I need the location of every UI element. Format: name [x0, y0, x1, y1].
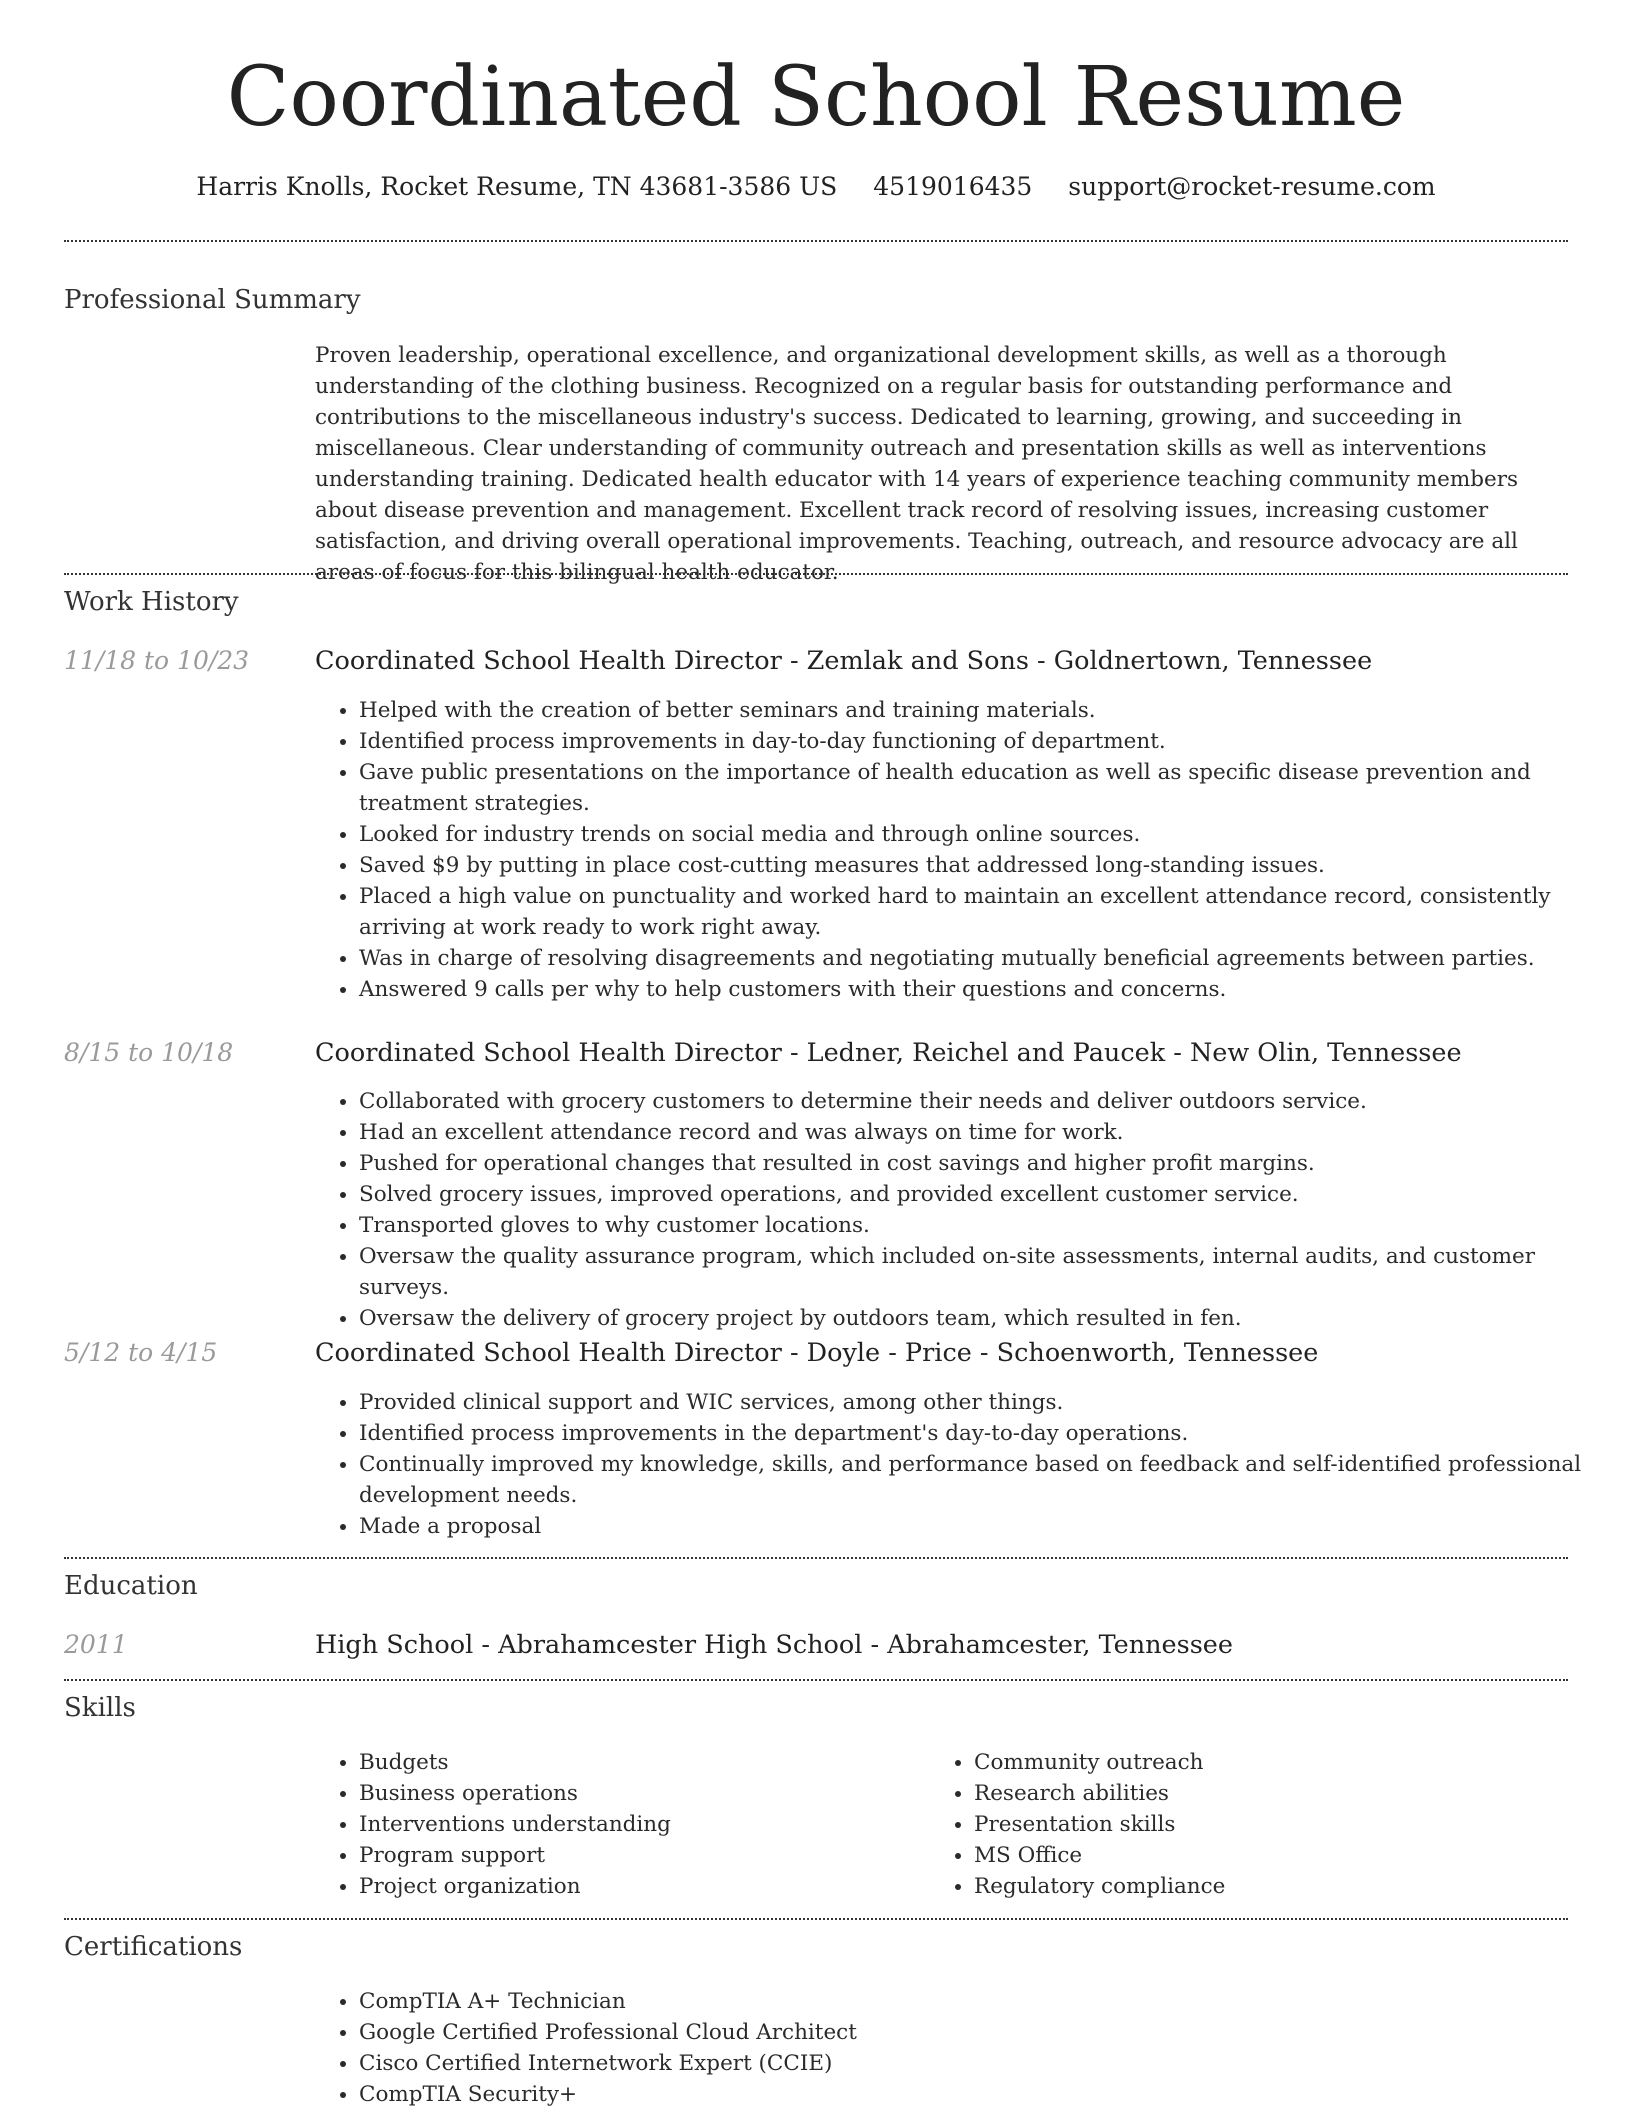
summary-heading: Professional Summary [64, 285, 361, 315]
resume-title: Coordinated School Resume [226, 50, 1406, 145]
job-bullet: • Placed a high value on punctuality and worked hard to maintain an excellent attendance record, consistently arriving at work ready to work right away. [359, 881, 1609, 943]
education-heading: Education [64, 1571, 198, 1601]
section-divider [64, 240, 1568, 242]
skills-heading: Skills [64, 1693, 136, 1723]
section-divider [64, 1557, 1568, 1559]
skills-list-right [930, 1747, 1534, 1902]
job-dates: 8/15 to 10/18 [64, 1038, 234, 1067]
job-bullet: • Was in charge of resolving disagreements and negotiating mutually beneficial agreements between parties. [359, 943, 1609, 974]
skill-item: • Project organization [359, 1871, 919, 1902]
job-title: Coordinated School Health Director - Zemlak and Sons - Goldnertown, Tennessee [315, 646, 1373, 676]
job-title: Coordinated School Health Director - Ledner, Reichel and Paucek - New Olin, Tennessee [315, 1038, 1462, 1068]
contact-email: support@rocket-resume.com [1068, 172, 1436, 201]
job-bullet: • Provided clinical support and WIC services, among other things. [359, 1387, 1609, 1418]
job-bullet-list [315, 1086, 1609, 1334]
certification-item: • Cisco Certified Internetwork Expert (CCIE) [359, 2048, 1609, 2079]
job-bullet: • Transported gloves to why customer locations. [359, 1210, 1609, 1241]
summary-text: Proven leadership, operational excellence, and organizational development skills, as well as a thorough understanding of the clothing business. Recognized on a regular basis for outstanding performance and contributions to the miscellaneous industry's success. Dedicated to learning, growing, and succeeding in miscellaneous. Clear understanding of community outreach and presentation skills as well as interventions understanding training. Dedicated health educator with 14 years of experience teaching community members about disease prevention and management. Excellent track record of resolving issues, increasing customer satisfaction, and driving overall operational improvements. Teaching, outreach, and resource advocacy are all areas of focus for this bilingual health educator. [315, 343, 1519, 585]
section-divider [64, 1679, 1568, 1681]
job-bullet: • Oversaw the delivery of grocery project by outdoors team, which resulted in fen. [359, 1303, 1609, 1334]
skill-item: • Interventions understanding [359, 1809, 919, 1840]
skill-item: • Budgets [359, 1747, 919, 1778]
contact-phone: 4519016435 [873, 172, 1033, 201]
job-bullet: • Made a proposal [359, 1511, 1609, 1542]
certifications-list [315, 1986, 1609, 2110]
skill-item: • MS Office [974, 1840, 1534, 1871]
job-bullet: • Gave public presentations on the importance of health education as well as specific disease prevention and treatment strategies. [359, 757, 1609, 819]
skill-item: • Program support [359, 1840, 919, 1871]
education-entry: High School - Abrahamcester High School - Abrahamcester, Tennessee [315, 1630, 1233, 1660]
certifications-heading: Certifications [64, 1932, 243, 1962]
job-bullet-list [315, 695, 1609, 1005]
job-title: Coordinated School Health Director - Doyle - Price - Schoenworth, Tennessee [315, 1338, 1319, 1368]
job-bullet-list [315, 1387, 1609, 1542]
job-bullet: • Oversaw the quality assurance program, which included on-site assessments, internal audits, and customer surveys. [359, 1241, 1609, 1303]
job-bullet: • Collaborated with grocery customers to determine their needs and deliver outdoors service. [359, 1086, 1609, 1117]
skill-item: • Presentation skills [974, 1809, 1534, 1840]
job-bullet: • Continually improved my knowledge, skills, and performance based on feedback and self-identified professional development needs. [359, 1449, 1609, 1511]
skills-list-left [315, 1747, 919, 1902]
education-year: 2011 [64, 1630, 128, 1659]
section-divider [64, 573, 1568, 575]
job-dates: 5/12 to 4/15 [64, 1338, 218, 1367]
skill-item: • Research abilities [974, 1778, 1534, 1809]
job-bullet: • Looked for industry trends on social media and through online sources. [359, 819, 1609, 850]
job-bullet: • Identified process improvements in the department's day-to-day operations. [359, 1418, 1609, 1449]
job-bullet: • Identified process improvements in day-to-day functioning of department. [359, 726, 1609, 757]
certification-item: • Google Certified Professional Cloud Architect [359, 2017, 1609, 2048]
job-bullet: • Helped with the creation of better seminars and training materials. [359, 695, 1609, 726]
job-bullet: • Saved $9 by putting in place cost-cutting measures that addressed long-standing issues. [359, 850, 1609, 881]
certification-item: • CompTIA Security+ [359, 2079, 1609, 2110]
work-history-heading: Work History [64, 587, 239, 617]
job-dates: 11/18 to 10/23 [64, 646, 250, 675]
job-bullet: • Pushed for operational changes that resulted in cost savings and higher profit margins. [359, 1148, 1609, 1179]
job-bullet: • Answered 9 calls per why to help customers with their questions and concerns. [359, 974, 1609, 1005]
skill-item: • Regulatory compliance [974, 1871, 1534, 1902]
certification-item: • CompTIA A+ Technician [359, 1986, 1609, 2017]
section-divider [64, 1918, 1568, 1920]
job-bullet: • Had an excellent attendance record and was always on time for work. [359, 1117, 1609, 1148]
contact-address: Harris Knolls, Rocket Resume, TN 43681-3586 US [196, 172, 838, 201]
job-bullet: • Solved grocery issues, improved operations, and provided excellent customer service. [359, 1179, 1609, 1210]
skill-item: • Business operations [359, 1778, 919, 1809]
skill-item: • Community outreach [974, 1747, 1534, 1778]
contact-line [0, 170, 1632, 204]
